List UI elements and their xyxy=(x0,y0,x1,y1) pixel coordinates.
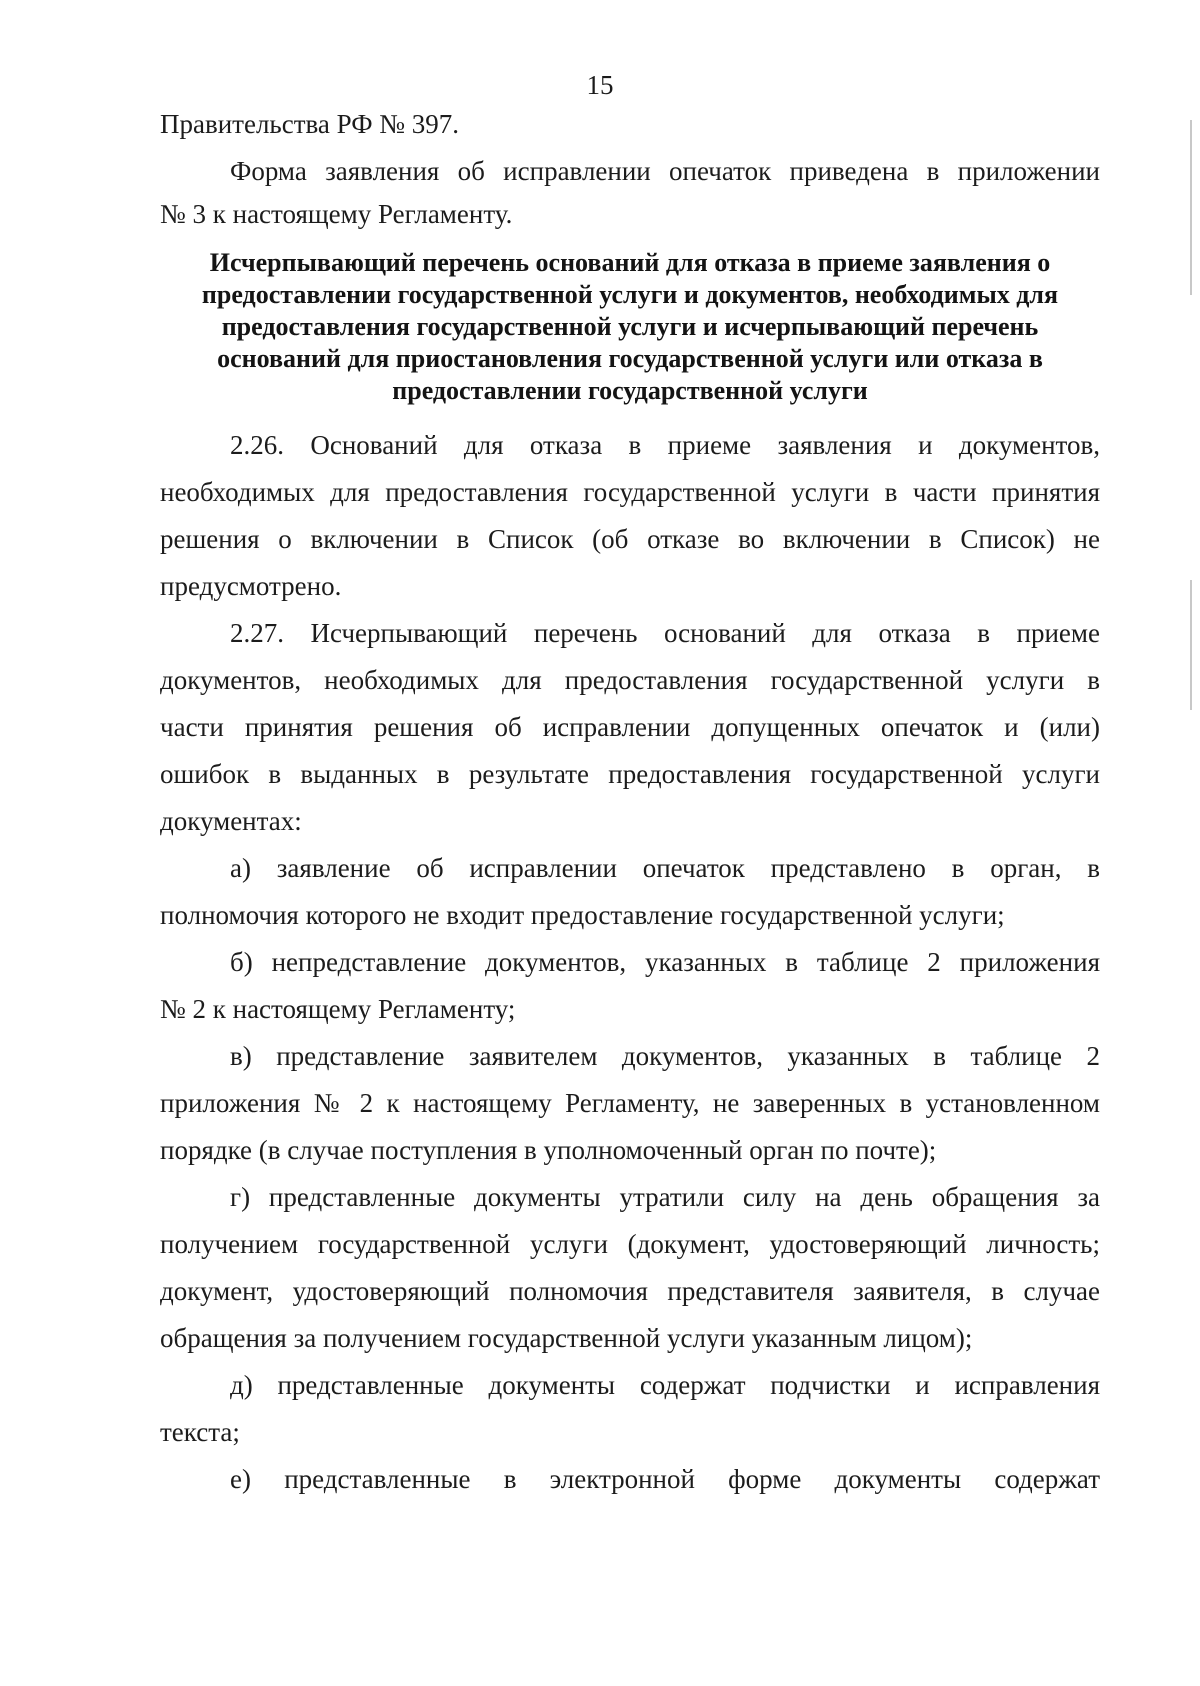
paragraph-line: 2.27. Исчерпывающий перечень оснований для отказа в приеме xyxy=(230,618,1100,648)
list-item-line: приложения № 2 к настоящему Регламенту, не заверенных в установленном xyxy=(160,1088,1100,1118)
paragraph-line: предусмотрено. xyxy=(160,571,342,601)
paragraph-line: документах: xyxy=(160,806,302,836)
text-line: Правительства РФ № 397. xyxy=(160,109,460,139)
scan-edge-mark xyxy=(1190,580,1192,710)
paragraph-line: документов, необходимых для предоставления государственной услуги в xyxy=(160,665,1100,695)
section-heading-line: предоставления государственной услуги и исчерпывающий перечень xyxy=(221,312,1039,341)
list-item-line: е) представленные в электронной форме документы содержат xyxy=(230,1464,1100,1494)
section-heading-line: предоставлении государственной услуги xyxy=(392,376,868,405)
paragraph-line: части принятия решения об исправлении допущенных опечаток и (или) xyxy=(160,712,1100,742)
page-number: 15 xyxy=(586,70,614,100)
list-item-line: полномочия которого не входит предоставление государственной услуги; xyxy=(160,900,1005,930)
list-item-line: д) представленные документы содержат подчистки и исправления xyxy=(230,1370,1100,1400)
section-heading-line: Исчерпывающий перечень оснований для отказа в приеме заявления о xyxy=(209,248,1051,277)
list-item-line: порядке (в случае поступления в уполномоченный орган по почте); xyxy=(160,1135,937,1165)
list-item-line: текста; xyxy=(160,1417,240,1447)
paragraph-line: решения о включении в Список (об отказе во включении в Список) не xyxy=(160,524,1100,554)
list-item-line: получением государственной услуги (документ, удостоверяющий личность; xyxy=(160,1229,1100,1259)
text-line: Форма заявления об исправлении опечаток приведена в приложении xyxy=(230,156,1100,186)
list-item-line: б) непредставление документов, указанных в таблице 2 приложения xyxy=(230,947,1100,977)
paragraph-line: необходимых для предоставления государственной услуги в части принятия xyxy=(160,477,1100,507)
section-heading-line: предоставлении государственной услуги и документов, необходимых для xyxy=(201,280,1059,309)
section-heading-line: оснований для приостановления государственной услуги или отказа в xyxy=(217,344,1043,373)
scan-edge-mark xyxy=(1190,120,1192,295)
paragraph-line: ошибок в выданных в результате предоставления государственной услуги xyxy=(160,759,1100,789)
list-item-line: № 2 к настоящему Регламенту; xyxy=(160,994,516,1024)
paragraph-line: 2.26. Оснований для отказа в приеме заявления и документов, xyxy=(230,430,1100,460)
list-item-line: обращения за получением государственной услуги указанным лицом); xyxy=(160,1323,973,1353)
list-item-line: в) представление заявителем документов, указанных в таблице 2 xyxy=(230,1041,1100,1071)
text-line: № 3 к настоящему Регламенту. xyxy=(160,199,513,229)
list-item-line: г) представленные документы утратили силу на день обращения за xyxy=(230,1182,1100,1212)
list-item-line: документ, удостоверяющий полномочия представителя заявителя, в случае xyxy=(160,1276,1100,1306)
list-item-line: а) заявление об исправлении опечаток представлено в орган, в xyxy=(230,853,1100,883)
